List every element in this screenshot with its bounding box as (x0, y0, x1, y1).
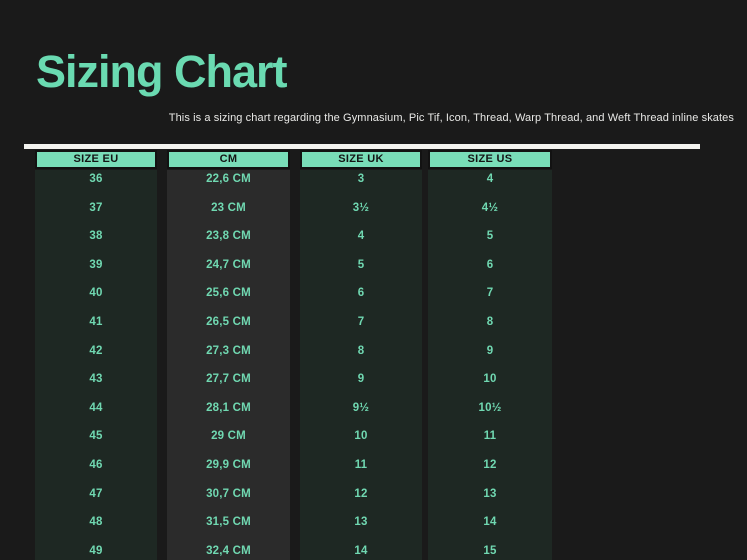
table-cell: 6 (357, 287, 365, 300)
table-cell: 9 (486, 344, 494, 357)
table-cell: 23,8 CM (206, 230, 251, 243)
column-body-size-us (428, 170, 552, 560)
table-cell: 31,5 CM (206, 516, 251, 529)
table-cell: 8 (486, 315, 494, 328)
table-cell: 7 (357, 315, 365, 328)
table-cell: 24,7 CM (206, 258, 251, 271)
table-cell: 29,9 CM (206, 458, 251, 471)
table-cell: 7 (486, 287, 494, 300)
subtitle: This is a sizing chart regarding the Gymnasium, Pic Tif, Icon, Thread, Warp Thread, and Weft Thread inline skates (168, 112, 734, 124)
table-cell: 5 (357, 258, 365, 271)
table-cell: 11 (354, 458, 368, 471)
table-cell: 10 (483, 373, 497, 386)
table-cell: 38 (89, 230, 103, 243)
column-body-size-eu (35, 170, 157, 560)
table-cell: 4½ (481, 201, 499, 214)
table-cell: 42 (89, 344, 103, 357)
table-cell: 40 (89, 287, 103, 300)
table-cell: 22,6 CM (206, 173, 251, 185)
table-cell: 43 (89, 373, 103, 386)
table-cell: 4 (486, 173, 494, 185)
table-cell: 3½ (352, 201, 370, 214)
table-cell: 48 (89, 516, 103, 529)
table-cell: 44 (89, 401, 103, 414)
column-body-size-uk (300, 170, 422, 560)
table-cell: 10 (354, 430, 368, 443)
column-size-uk (300, 150, 422, 560)
table-cell: 30,7 CM (206, 487, 251, 500)
column-header-size-eu: SIZE EU (35, 150, 157, 169)
table-cell: 47 (89, 487, 103, 500)
table-cell: 27,3 CM (206, 344, 251, 357)
table-cell: 25,6 CM (206, 287, 251, 300)
table-cell: 45 (89, 430, 103, 443)
divider-line (24, 144, 700, 149)
table-cell: 12 (354, 487, 368, 500)
table-cell: 13 (483, 487, 497, 500)
column-body-cm (167, 170, 290, 560)
table-cell: 6 (486, 258, 494, 271)
table-cell: 14 (483, 516, 497, 529)
table-cell: 41 (89, 315, 103, 328)
table-cell: 3 (357, 173, 365, 185)
sizing-table (0, 150, 747, 560)
table-cell: 32,4 CM (206, 544, 251, 557)
column-header-size-uk: SIZE UK (300, 150, 422, 169)
table-cell: 15 (483, 544, 497, 557)
table-cell: 8 (357, 344, 365, 357)
table-cell: 27,7 CM (206, 373, 251, 386)
table-cell: 29 CM (211, 430, 246, 443)
page-title: Sizing Chart (36, 46, 287, 97)
table-cell: 49 (89, 544, 103, 557)
table-cell: 36 (89, 173, 103, 185)
table-cell: 5 (486, 230, 494, 243)
table-cell: 12 (483, 458, 497, 471)
table-cell: 13 (354, 516, 368, 529)
table-cell: 37 (89, 201, 103, 214)
table-cell: 26,5 CM (206, 315, 251, 328)
column-header-size-us: SIZE US (428, 150, 552, 169)
column-size-eu (35, 150, 157, 560)
table-cell: 14 (354, 544, 368, 557)
column-size-us (428, 150, 552, 560)
table-cell: 4 (357, 230, 365, 243)
table-cell: 9½ (352, 401, 370, 414)
table-cell: 23 CM (211, 201, 246, 214)
table-cell: 39 (89, 258, 103, 271)
column-header-cm: CM (167, 150, 290, 169)
table-cell: 11 (483, 430, 497, 443)
table-cell: 46 (89, 458, 103, 471)
column-cm (167, 150, 290, 560)
table-cell: 28,1 CM (206, 401, 251, 414)
table-cell: 10½ (478, 401, 502, 414)
table-cell: 9 (357, 373, 365, 386)
